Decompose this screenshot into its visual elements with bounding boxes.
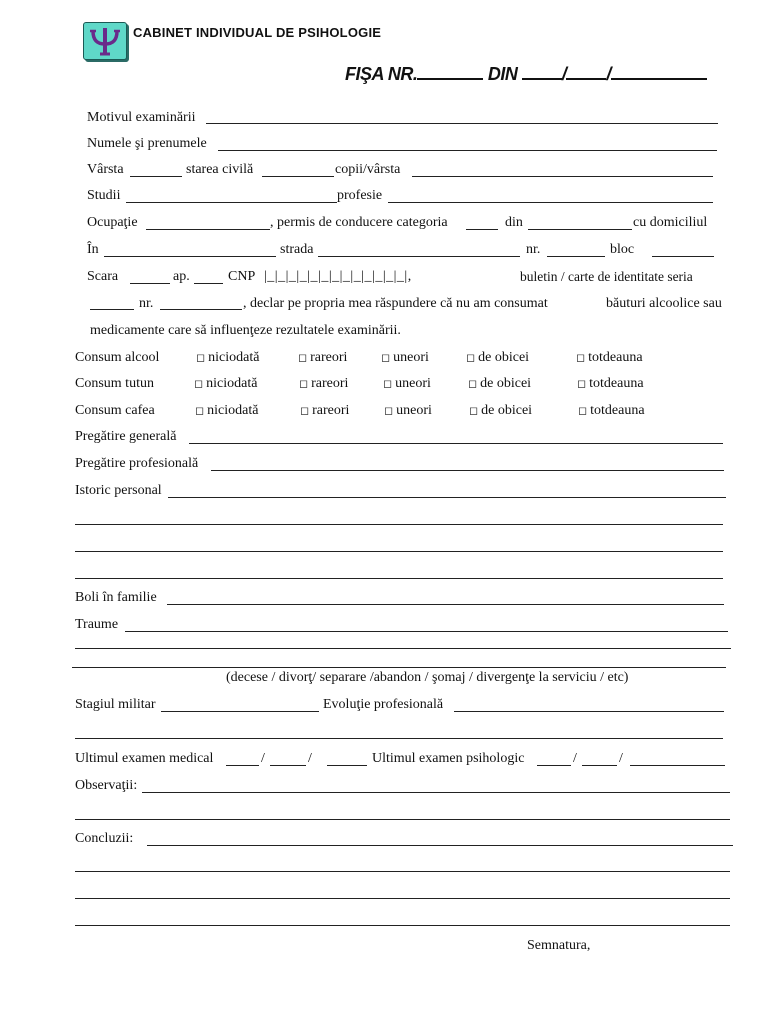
examen-psihologic-day-field[interactable] — [537, 765, 571, 766]
traume-line[interactable] — [72, 667, 726, 668]
observatii-line[interactable] — [75, 819, 730, 820]
istoric-personal-line[interactable] — [75, 524, 723, 525]
checkbox-de-obicei[interactable]: ◻ de obicei — [466, 350, 529, 366]
concluzii-line[interactable] — [75, 871, 730, 872]
label-observatii: Observaţii: — [75, 778, 138, 793]
traume-line[interactable] — [75, 648, 731, 649]
label-ultimul-examen-medical: Ultimul examen medical — [75, 751, 214, 766]
evolutie-profesionala-field[interactable] — [454, 711, 724, 712]
checkbox-uneori[interactable]: ◻ uneori — [383, 376, 431, 392]
label-pregatire-generala: Pregătire generală — [75, 429, 177, 444]
semnatura-label: Semnatura, — [527, 938, 591, 953]
checkbox-niciodata[interactable]: ◻ niciodată — [194, 376, 257, 392]
permis-categoria-field[interactable] — [466, 229, 498, 230]
varsta-field[interactable] — [130, 176, 182, 177]
checkbox-rareori[interactable]: ◻ rareori — [300, 403, 349, 419]
ap-field[interactable] — [194, 283, 223, 284]
checkbox-niciodata[interactable]: ◻ niciodată — [195, 403, 258, 419]
fisa-din-label: DIN — [487, 64, 518, 84]
label-evolutie-profesionala: Evoluţie profesională — [323, 697, 444, 712]
label-pregatire-profesionala: Pregătire profesională — [75, 456, 199, 471]
bloc-field[interactable] — [652, 256, 714, 257]
checkbox-de-obicei[interactable]: ◻ de obicei — [469, 403, 532, 419]
label-ultimul-examen-psihologic: Ultimul examen psihologic — [372, 751, 525, 766]
checkbox-rareori[interactable]: ◻ rareori — [299, 376, 348, 392]
istoric-personal-field[interactable] — [168, 497, 726, 498]
logo-psi-icon — [83, 22, 127, 60]
cnp-boxes-field[interactable]: |_|_|_|_|_|_|_|_|_|_|_|_|_|, — [264, 269, 412, 284]
consum-label: Consum alcool — [75, 350, 160, 365]
label-motivul: Motivul examinării — [87, 110, 196, 125]
concluzii-line[interactable] — [75, 898, 730, 899]
fisa-day-field[interactable] — [522, 62, 562, 80]
traume-field[interactable] — [125, 631, 728, 632]
starea-civila-field[interactable] — [262, 176, 334, 177]
buletin-seria-field[interactable] — [90, 309, 134, 310]
concluzii-line[interactable] — [75, 925, 730, 926]
pregatire-profesionala-field[interactable] — [211, 470, 724, 471]
checkbox-de-obicei[interactable]: ◻ de obicei — [468, 376, 531, 392]
checkbox-rareori[interactable]: ◻ rareori — [298, 350, 347, 366]
stagiul-militar-field[interactable] — [161, 711, 319, 712]
label-profesie: profesie — [337, 188, 383, 203]
buletin-nr-field[interactable] — [160, 309, 242, 310]
slash: / — [308, 751, 312, 766]
observatii-field[interactable] — [142, 792, 730, 793]
fisa-slash: / — [561, 64, 567, 84]
boli-in-familie-field[interactable] — [167, 604, 724, 605]
label-studii: Studii — [87, 188, 121, 203]
profesie-field[interactable] — [388, 202, 713, 203]
studii-field[interactable] — [126, 202, 337, 203]
checkbox-totdeauna[interactable]: ◻ totdeauna — [576, 350, 643, 366]
label-medicamente: medicamente care să influenţeze rezultatele examinării. — [90, 323, 401, 338]
label-ocupatie: Ocupaţie — [87, 215, 138, 230]
label-scara: Scara — [87, 269, 119, 284]
examen-medical-day-field[interactable] — [226, 765, 259, 766]
consum-label: Consum cafea — [75, 403, 155, 418]
label-stagiul-militar: Stagiul militar — [75, 697, 156, 712]
checkbox-totdeauna[interactable]: ◻ totdeauna — [578, 403, 645, 419]
label-starea-civila: starea civilă — [186, 162, 254, 177]
label-nr-buletin: nr. — [139, 296, 154, 311]
slash: / — [619, 751, 623, 766]
fisa-nr-label: FIŞA NR. — [345, 64, 418, 84]
examen-medical-year-field[interactable] — [327, 765, 367, 766]
copii-varsta-field[interactable] — [412, 176, 713, 177]
label-boli-in-familie: Boli în familie — [75, 590, 157, 605]
concluzii-field[interactable] — [147, 845, 733, 846]
fisa-nr-field[interactable] — [417, 62, 483, 80]
label-traume: Traume — [75, 617, 119, 632]
cabinet-title: CABINET INDIVIDUAL DE PSIHOLOGIE — [133, 25, 382, 40]
label-strada: strada — [280, 242, 314, 257]
fisa-year-field[interactable] — [611, 62, 707, 80]
label-declar: , declar pe propria mea răspundere că nu am consumat — [243, 296, 548, 311]
fisa-slash: / — [606, 64, 611, 84]
psi-symbol-icon — [84, 23, 126, 59]
traume-note: (decese / divorţ/ separare /abandon / şomaj / divergenţe la serviciu / etc) — [226, 670, 629, 685]
label-bloc: bloc — [610, 242, 635, 257]
consum-label: Consum tutun — [75, 376, 154, 391]
evolutie-line[interactable] — [75, 738, 723, 739]
pregatire-generala-field[interactable] — [189, 443, 723, 444]
permis-din-field[interactable] — [528, 229, 632, 230]
label-din: din — [505, 215, 523, 230]
numele-field[interactable] — [218, 150, 717, 151]
checkbox-uneori[interactable]: ◻ uneori — [381, 350, 429, 366]
motivul-field[interactable] — [206, 123, 718, 124]
checkbox-niciodata[interactable]: ◻ niciodată — [196, 350, 259, 366]
slash: / — [261, 751, 265, 766]
label-nr: nr. — [526, 242, 541, 257]
checkbox-totdeauna[interactable]: ◻ totdeauna — [577, 376, 644, 392]
label-cu-domiciliul: cu domiciliul — [633, 215, 708, 230]
label-bauturi: băuturi alcoolice sau — [606, 296, 722, 311]
label-in: În — [87, 242, 99, 257]
strada-field[interactable] — [318, 256, 520, 257]
examen-medical-month-field[interactable] — [270, 765, 306, 766]
examen-psihologic-year-field[interactable] — [630, 765, 725, 766]
label-buletin: buletin / carte de identitate seria — [520, 269, 693, 284]
ocupatie-field[interactable] — [146, 229, 270, 230]
slash: / — [573, 751, 577, 766]
label-permis: , permis de conducere categoria — [270, 215, 448, 230]
checkbox-uneori[interactable]: ◻ uneori — [384, 403, 432, 419]
label-istoric-personal: Istoric personal — [75, 483, 162, 498]
fisa-month-field[interactable] — [566, 62, 606, 80]
label-cnp: CNP — [228, 269, 256, 284]
istoric-personal-line[interactable] — [75, 551, 723, 552]
nr-field[interactable] — [547, 256, 605, 257]
label-ap: ap. — [173, 269, 190, 284]
examen-psihologic-month-field[interactable] — [582, 765, 617, 766]
istoric-personal-line[interactable] — [75, 578, 723, 579]
label-numele: Numele şi prenumele — [87, 136, 207, 151]
scara-field[interactable] — [130, 283, 170, 284]
label-varsta: Vârsta — [87, 162, 124, 177]
label-copii-varsta: copii/vârsta — [335, 162, 401, 177]
label-concluzii: Concluzii: — [75, 831, 134, 846]
fisa-title — [345, 62, 707, 85]
localitate-field[interactable] — [104, 256, 276, 257]
